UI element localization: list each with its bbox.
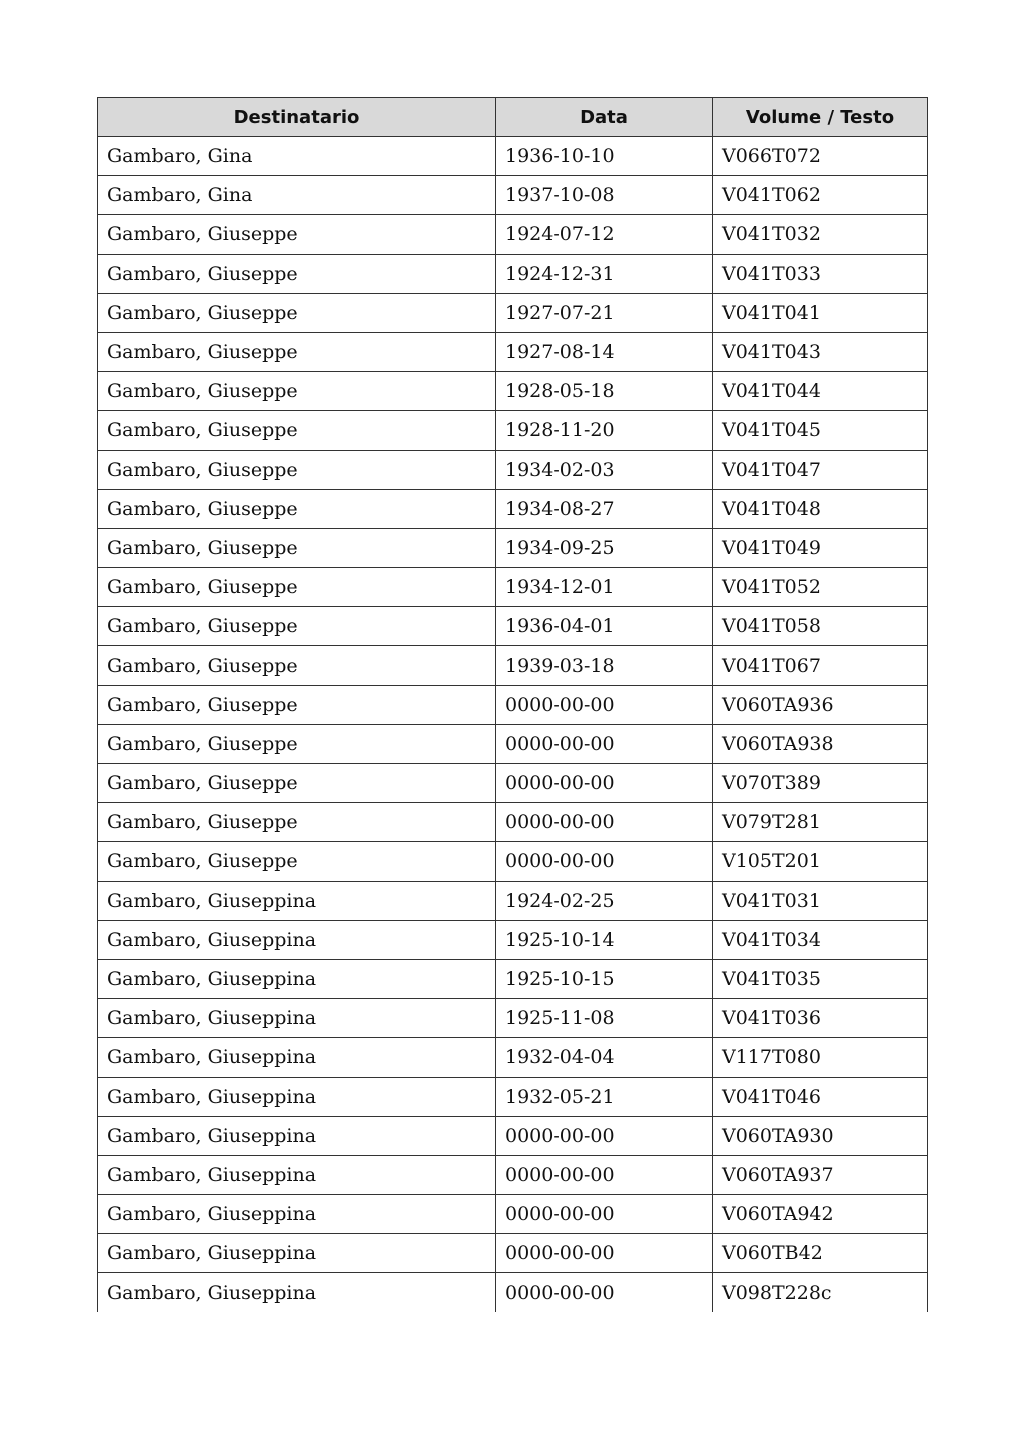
cell-volume-testo: V041T067 bbox=[713, 646, 928, 685]
cell-data: 1936-04-01 bbox=[496, 607, 713, 646]
cell-destinatario: Gambaro, Giuseppe bbox=[98, 450, 496, 489]
correspondence-table bbox=[97, 97, 928, 1312]
cell-destinatario: Gambaro, Giuseppina bbox=[98, 999, 496, 1038]
cell-data: 1925-10-14 bbox=[496, 920, 713, 959]
cell-volume-testo: V041T062 bbox=[713, 176, 928, 215]
cell-destinatario: Gambaro, Giuseppe bbox=[98, 568, 496, 607]
table-row bbox=[98, 959, 928, 998]
cell-data: 1928-11-20 bbox=[496, 411, 713, 450]
cell-destinatario: Gambaro, Giuseppe bbox=[98, 411, 496, 450]
table-row bbox=[98, 1234, 928, 1273]
table-row bbox=[98, 764, 928, 803]
cell-data: 0000-00-00 bbox=[496, 724, 713, 763]
table-row bbox=[98, 176, 928, 215]
cell-destinatario: Gambaro, Gina bbox=[98, 137, 496, 176]
table-row bbox=[98, 254, 928, 293]
cell-destinatario: Gambaro, Giuseppina bbox=[98, 881, 496, 920]
cell-volume-testo: V041T034 bbox=[713, 920, 928, 959]
cell-destinatario: Gambaro, Giuseppe bbox=[98, 372, 496, 411]
cell-volume-testo: V066T072 bbox=[713, 137, 928, 176]
table-row bbox=[98, 411, 928, 450]
cell-volume-testo: V041T044 bbox=[713, 372, 928, 411]
cell-destinatario: Gambaro, Giuseppe bbox=[98, 489, 496, 528]
column-header-destinatario: Destinatario bbox=[98, 98, 496, 137]
cell-data: 0000-00-00 bbox=[496, 1234, 713, 1273]
table-row bbox=[98, 568, 928, 607]
cell-volume-testo: V041T048 bbox=[713, 489, 928, 528]
cell-destinatario: Gambaro, Giuseppe bbox=[98, 803, 496, 842]
cell-destinatario: Gambaro, Giuseppe bbox=[98, 332, 496, 371]
cell-volume-testo: V041T046 bbox=[713, 1077, 928, 1116]
cell-destinatario: Gambaro, Giuseppe bbox=[98, 724, 496, 763]
table-row bbox=[98, 1155, 928, 1194]
table-row bbox=[98, 450, 928, 489]
cell-destinatario: Gambaro, Giuseppe bbox=[98, 528, 496, 567]
table-row bbox=[98, 999, 928, 1038]
cell-destinatario: Gambaro, Giuseppina bbox=[98, 959, 496, 998]
cell-destinatario: Gambaro, Giuseppina bbox=[98, 1273, 496, 1312]
cell-volume-testo: V041T035 bbox=[713, 959, 928, 998]
cell-volume-testo: V098T228c bbox=[713, 1273, 928, 1312]
cell-data: 0000-00-00 bbox=[496, 1116, 713, 1155]
table-row bbox=[98, 1116, 928, 1155]
cell-data: 1927-08-14 bbox=[496, 332, 713, 371]
table-row bbox=[98, 489, 928, 528]
table-row bbox=[98, 215, 928, 254]
cell-data: 1934-12-01 bbox=[496, 568, 713, 607]
table-body bbox=[98, 137, 928, 1313]
cell-data: 1924-07-12 bbox=[496, 215, 713, 254]
table-row bbox=[98, 881, 928, 920]
cell-data: 0000-00-00 bbox=[496, 803, 713, 842]
cell-destinatario: Gambaro, Giuseppina bbox=[98, 1155, 496, 1194]
cell-data: 0000-00-00 bbox=[496, 842, 713, 881]
cell-data: 1932-05-21 bbox=[496, 1077, 713, 1116]
cell-destinatario: Gambaro, Giuseppe bbox=[98, 215, 496, 254]
cell-destinatario: Gambaro, Giuseppe bbox=[98, 254, 496, 293]
cell-volume-testo: V060TB42 bbox=[713, 1234, 928, 1273]
cell-destinatario: Gambaro, Giuseppe bbox=[98, 607, 496, 646]
cell-volume-testo: V041T052 bbox=[713, 568, 928, 607]
cell-volume-testo: V041T043 bbox=[713, 332, 928, 371]
cell-volume-testo: V041T032 bbox=[713, 215, 928, 254]
cell-volume-testo: V041T036 bbox=[713, 999, 928, 1038]
table-row bbox=[98, 1038, 928, 1077]
cell-volume-testo: V060TA942 bbox=[713, 1195, 928, 1234]
table-row bbox=[98, 372, 928, 411]
cell-volume-testo: V060TA937 bbox=[713, 1155, 928, 1194]
cell-data: 0000-00-00 bbox=[496, 764, 713, 803]
table-row bbox=[98, 607, 928, 646]
cell-volume-testo: V041T045 bbox=[713, 411, 928, 450]
table-row bbox=[98, 920, 928, 959]
cell-data: 1924-12-31 bbox=[496, 254, 713, 293]
cell-data: 1939-03-18 bbox=[496, 646, 713, 685]
column-header-data: Data bbox=[496, 98, 713, 137]
cell-destinatario: Gambaro, Giuseppina bbox=[98, 1116, 496, 1155]
cell-volume-testo: V060TA930 bbox=[713, 1116, 928, 1155]
table-row bbox=[98, 646, 928, 685]
cell-destinatario: Gambaro, Giuseppe bbox=[98, 842, 496, 881]
cell-data: 1937-10-08 bbox=[496, 176, 713, 215]
cell-destinatario: Gambaro, Gina bbox=[98, 176, 496, 215]
cell-data: 1932-04-04 bbox=[496, 1038, 713, 1077]
cell-data: 1934-09-25 bbox=[496, 528, 713, 567]
cell-volume-testo: V105T201 bbox=[713, 842, 928, 881]
table-row bbox=[98, 1077, 928, 1116]
cell-volume-testo: V041T041 bbox=[713, 293, 928, 332]
cell-data: 0000-00-00 bbox=[496, 685, 713, 724]
cell-volume-testo: V060TA938 bbox=[713, 724, 928, 763]
cell-volume-testo: V070T389 bbox=[713, 764, 928, 803]
column-header-volume-testo: Volume / Testo bbox=[713, 98, 928, 137]
table-row bbox=[98, 528, 928, 567]
cell-data: 1927-07-21 bbox=[496, 293, 713, 332]
table-row bbox=[98, 1273, 928, 1312]
table-header bbox=[98, 98, 928, 137]
cell-destinatario: Gambaro, Giuseppe bbox=[98, 646, 496, 685]
cell-volume-testo: V079T281 bbox=[713, 803, 928, 842]
table-row bbox=[98, 293, 928, 332]
cell-data: 0000-00-00 bbox=[496, 1273, 713, 1312]
table-row bbox=[98, 803, 928, 842]
cell-data: 1934-02-03 bbox=[496, 450, 713, 489]
cell-data: 1925-10-15 bbox=[496, 959, 713, 998]
table-row bbox=[98, 724, 928, 763]
cell-destinatario: Gambaro, Giuseppe bbox=[98, 764, 496, 803]
cell-data: 1934-08-27 bbox=[496, 489, 713, 528]
cell-destinatario: Gambaro, Giuseppina bbox=[98, 920, 496, 959]
cell-data: 1925-11-08 bbox=[496, 999, 713, 1038]
cell-destinatario: Gambaro, Giuseppe bbox=[98, 685, 496, 724]
cell-data: 1936-10-10 bbox=[496, 137, 713, 176]
table-row bbox=[98, 842, 928, 881]
cell-destinatario: Gambaro, Giuseppina bbox=[98, 1195, 496, 1234]
cell-data: 0000-00-00 bbox=[496, 1155, 713, 1194]
cell-destinatario: Gambaro, Giuseppina bbox=[98, 1077, 496, 1116]
cell-data: 1924-02-25 bbox=[496, 881, 713, 920]
header-row bbox=[98, 98, 928, 137]
cell-volume-testo: V060TA936 bbox=[713, 685, 928, 724]
table-row bbox=[98, 1195, 928, 1234]
cell-destinatario: Gambaro, Giuseppe bbox=[98, 293, 496, 332]
cell-volume-testo: V041T047 bbox=[713, 450, 928, 489]
cell-destinatario: Gambaro, Giuseppina bbox=[98, 1234, 496, 1273]
cell-data: 1928-05-18 bbox=[496, 372, 713, 411]
cell-volume-testo: V041T058 bbox=[713, 607, 928, 646]
cell-destinatario: Gambaro, Giuseppina bbox=[98, 1038, 496, 1077]
table-row bbox=[98, 332, 928, 371]
cell-volume-testo: V117T080 bbox=[713, 1038, 928, 1077]
cell-volume-testo: V041T049 bbox=[713, 528, 928, 567]
table-row bbox=[98, 137, 928, 176]
table-row bbox=[98, 685, 928, 724]
cell-volume-testo: V041T033 bbox=[713, 254, 928, 293]
cell-data: 0000-00-00 bbox=[496, 1195, 713, 1234]
cell-volume-testo: V041T031 bbox=[713, 881, 928, 920]
